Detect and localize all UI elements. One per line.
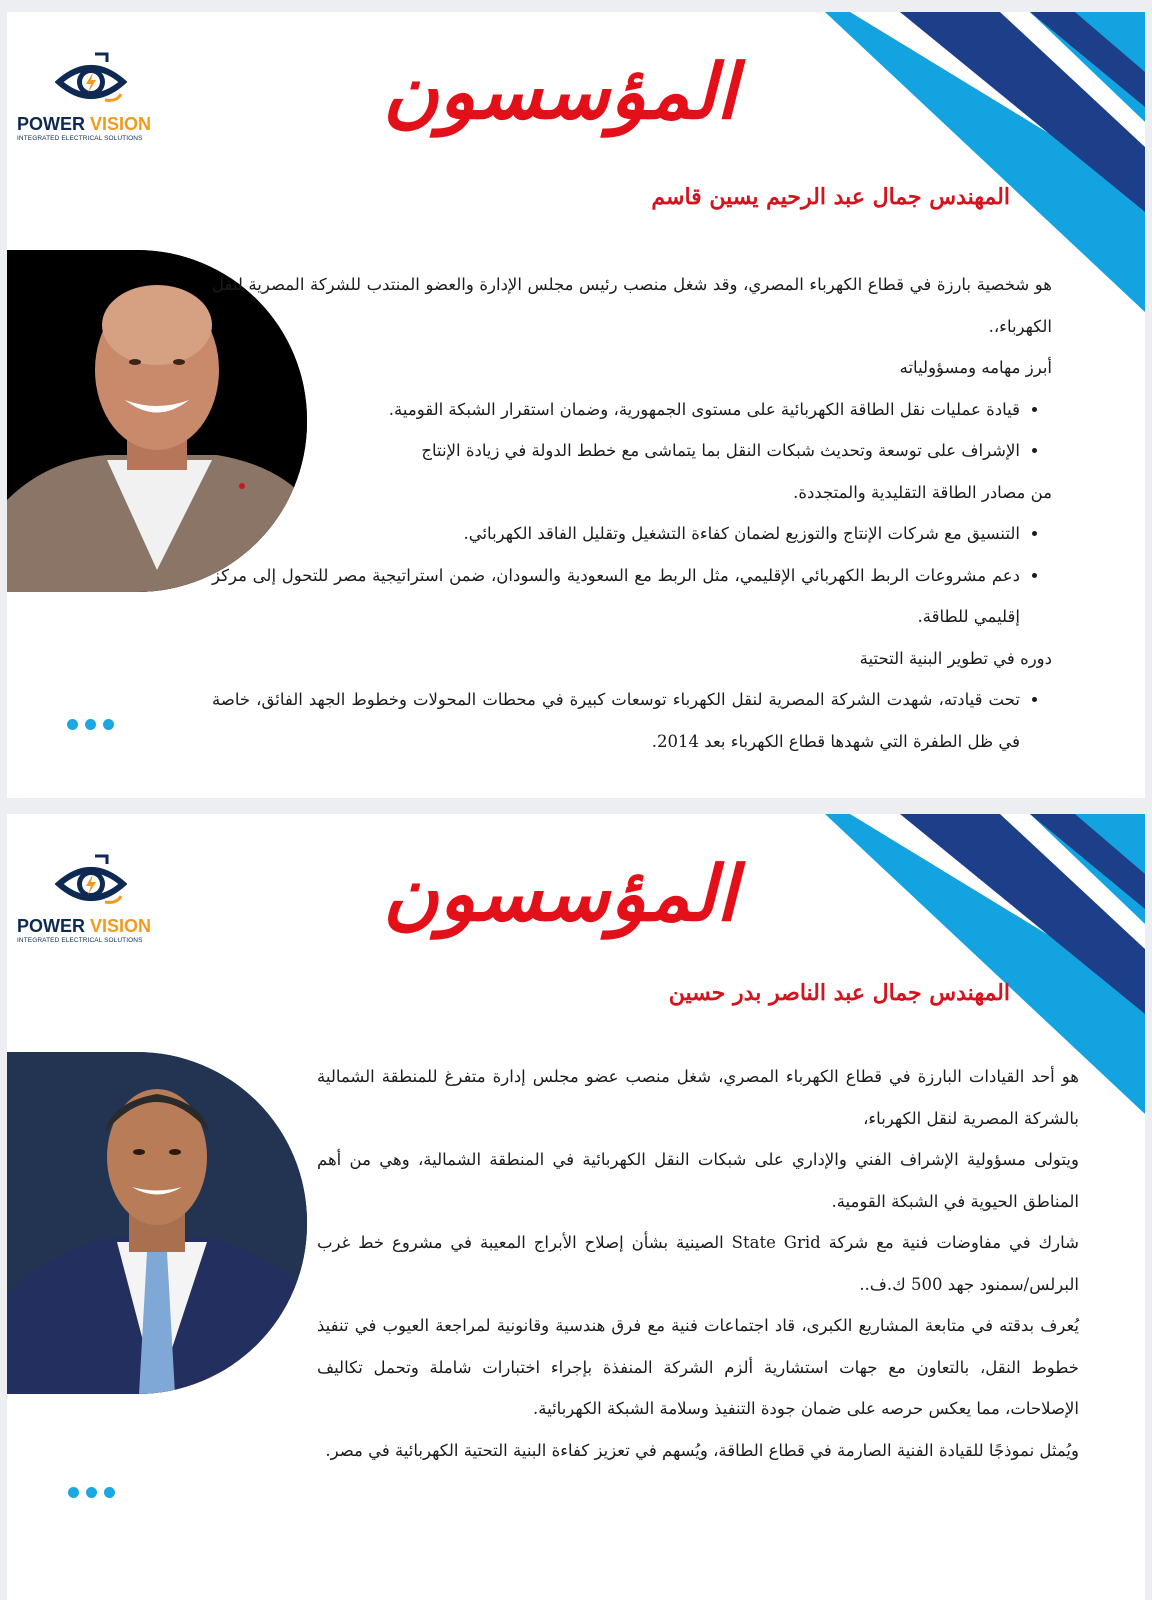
more-dots-icon (68, 1483, 128, 1495)
engineer-name: المهندس جمال عبد الناصر بدر حسين (668, 980, 1010, 1006)
infra-list (212, 679, 1052, 762)
company-logo (17, 50, 167, 142)
tasks-heading: أبرز مهامه ومسؤولياته (899, 358, 1052, 377)
logo-tagline: INTEGRATED ELECTRICAL SOLUTIONS (17, 135, 143, 142)
founder-slide-1 (7, 12, 1145, 798)
logo-tagline: INTEGRATED ELECTRICAL SOLUTIONS (17, 937, 143, 944)
section-heading: المؤسسون (382, 849, 737, 938)
infra-heading: دوره في تطوير البنية التحتية (859, 648, 1052, 668)
bio-paragraph: ويُمثل نموذجًا للقيادة الفنية الصارمة في قطاع الطاقة، ويُسهم في تعزيز كفاءة البنية التحتية الكهربائية في مصر. (325, 1440, 1079, 1460)
tasks-continuation: من مصادر الطاقة التقليدية والمتجددة. (793, 482, 1052, 502)
list-item: • الإشراف على توسعة وتحديث شبكات النقل بما يتماشى مع خطط الدولة في زيادة الإنتاج (212, 430, 1020, 472)
list-item: • قيادة عمليات نقل الطاقة الكهربائية على مستوى الجمهورية، وضمان استقرار الشبكة القومية. (212, 389, 1020, 431)
bio-paragraph: يُعرف بدقته في متابعة المشاريع الكبرى، قاد اجتماعات فنية مع فرق هندسية وقانونية لمراجعة العيوب في تنفيذ خطوط النقل، بالتعاون مع جهات استشارية ألزم الشركة المنفذة بإجراء اختبارات شاملة وتحمل تكاليف الإصلاحات، مما يعكس حرصه على ضمان جودة التنفيذ وسلامة الشبكة الكهربائية. (317, 1316, 1079, 1418)
founder-bio (317, 1056, 1079, 1471)
logo-wordmark: POWER VISION (17, 916, 152, 936)
tasks-list-2 (212, 513, 1052, 638)
eye-bolt-icon (55, 852, 127, 914)
bio-paragraph: ويتولى مسؤولية الإشراف الفني والإداري على شبكات النقل الكهربائية في المنطقة الشمالية، وهي من أهم المناطق الحيوية في الشبكة القومية. (317, 1150, 1079, 1211)
tasks-list (212, 389, 1052, 472)
eye-bolt-icon (55, 50, 127, 112)
bio-intro: هو شخصية بارزة في قطاع الكهرباء المصري، وقد شغل منصب رئيس مجلس الإدارة والعضو المنتدب للشركة المصرية لنقل الكهرباء،. (212, 275, 1052, 336)
company-logo (17, 852, 167, 944)
bio-paragraph: هو أحد القيادات البارزة في قطاع الكهرباء المصري، شغل منصب عضو مجلس إدارة متفرغ للمنطقة الشمالية بالشركة المصرية لنقل الكهرباء، (317, 1067, 1079, 1128)
list-item: • التنسيق مع شركات الإنتاج والتوزيع لضمان كفاءة التشغيل وتقليل الفاقد الكهربائي. (212, 513, 1020, 555)
engineer-name: المهندس جمال عبد الرحيم يسين قاسم (651, 184, 1010, 210)
bio-paragraph: شارك في مفاوضات فنية مع شركة State Grid الصينية بشأن إصلاح الأبراج المعيبة في مشروع خط غرب البرلس/سمنود جهد 500 ك.ف.. (317, 1233, 1079, 1294)
portrait-photo (7, 1052, 307, 1394)
founder-slide-2 (7, 814, 1145, 1600)
list-item: • دعم مشروعات الربط الكهربائي الإقليمي، مثل الربط مع السعودية والسودان، ضمن استراتيجية مصر للتحول إلى مركز إقليمي للطاقة. (212, 555, 1020, 638)
list-item: • تحت قيادته، شهدت الشركة المصرية لنقل الكهرباء توسعات كبيرة في محطات المحولات وخطوط الجهد الفائق، خاصة في ظل الطفرة التي شهدها قطاع الكهرباء بعد 2014. (212, 679, 1020, 762)
section-heading: المؤسسون (382, 47, 737, 136)
founder-bio (212, 264, 1052, 762)
logo-wordmark: POWER VISION (17, 114, 152, 134)
more-dots-icon (67, 715, 127, 727)
